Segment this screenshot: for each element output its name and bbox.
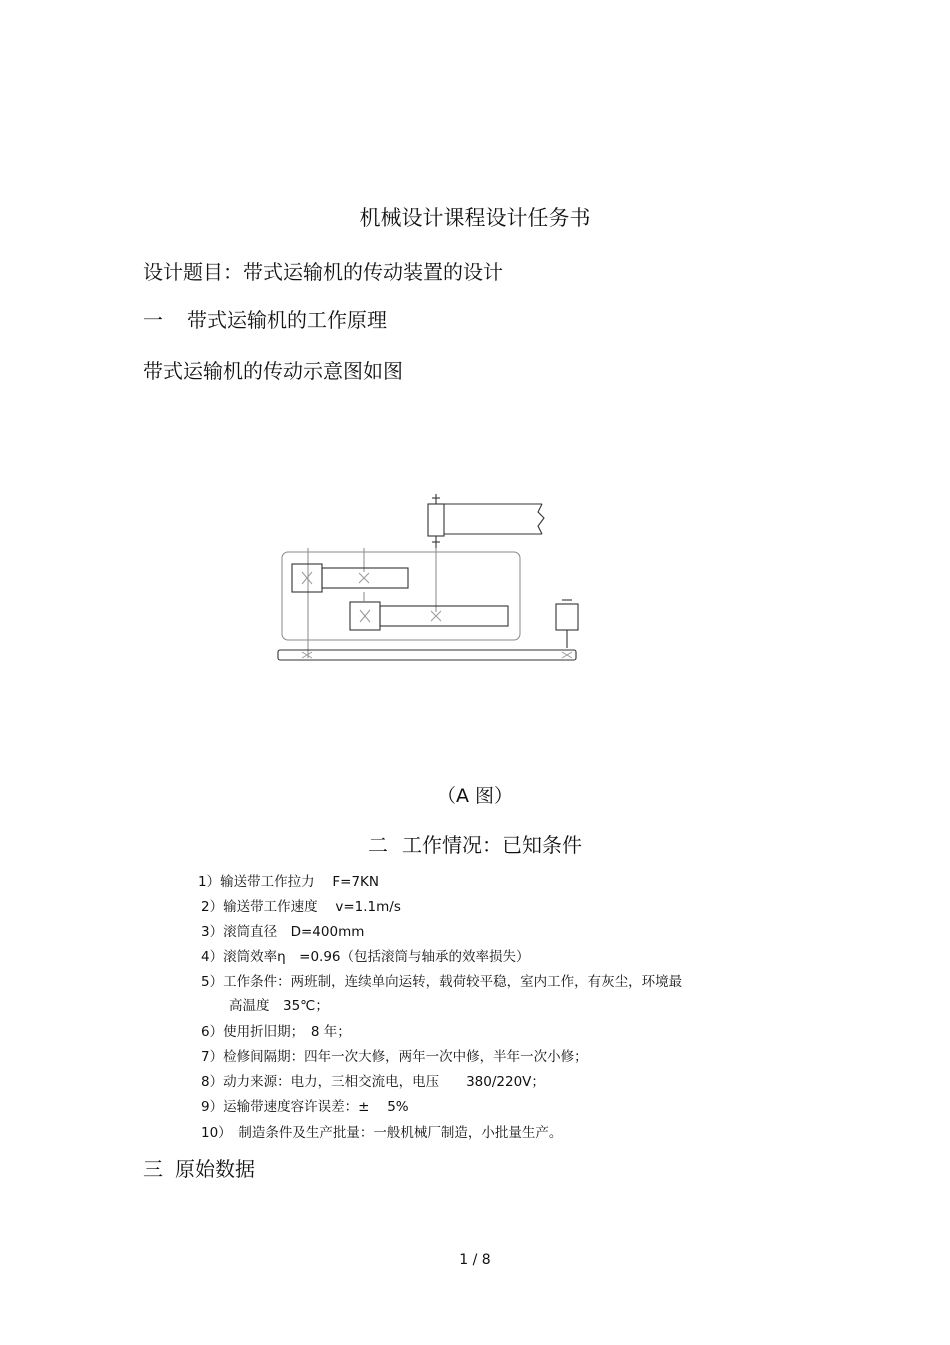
design-subject: 设计题目：带式运输机的传动装置的设计 — [143, 260, 503, 284]
condition-10: 10） 制造条件及生产批量：一般机械厂制造，小批量生产。 — [201, 1125, 563, 1141]
document-title: 机械设计课程设计任务书 — [359, 206, 591, 230]
condition-7: 7）检修间隔期：四年一次大修，两年一次中修，半年一次小修； — [201, 1049, 588, 1065]
condition-9: 9）运输带速度容许误差：± 5% — [201, 1099, 409, 1115]
section-1-number: 一 — [143, 308, 163, 332]
page-number: 1 / 8 — [459, 1252, 491, 1268]
section-3-text: 原始数据 — [175, 1157, 255, 1181]
section-2-heading — [0, 829, 950, 858]
section-2-number: 二 — [368, 833, 388, 857]
diagram-intro: 带式运输机的传动示意图如图 — [143, 359, 403, 383]
condition-8: 8）动力来源：电力，三相交流电，电压 380/220V； — [201, 1074, 545, 1090]
condition-3: 3）滚筒直径 D=400mm — [201, 924, 365, 940]
section-3-heading — [143, 1153, 255, 1182]
condition-4: 4）滚筒效率η =0.96（包括滚筒与轴承的效率损失） — [201, 949, 530, 965]
section-3-number: 三 — [143, 1157, 163, 1181]
figure-caption: （A 图） — [436, 785, 514, 807]
condition-5: 5）工作条件：两班制，连续单向运转，载荷较平稳，室内工作，有灰尘，环境最 — [201, 974, 683, 990]
condition-2: 2）输送带工作速度 v=1.1m/s — [201, 899, 401, 915]
condition-1: 1）输送带工作拉力 F=7KN — [198, 874, 379, 890]
condition-6: 6）使用折旧期； 8 年； — [201, 1024, 351, 1040]
section-1-heading — [143, 304, 387, 333]
transmission-diagram — [270, 488, 590, 672]
section-2-text: 工作情况：已知条件 — [402, 833, 582, 857]
condition-5-continued: 高温度 35℃； — [229, 998, 329, 1014]
section-1-text: 带式运输机的工作原理 — [187, 308, 387, 332]
